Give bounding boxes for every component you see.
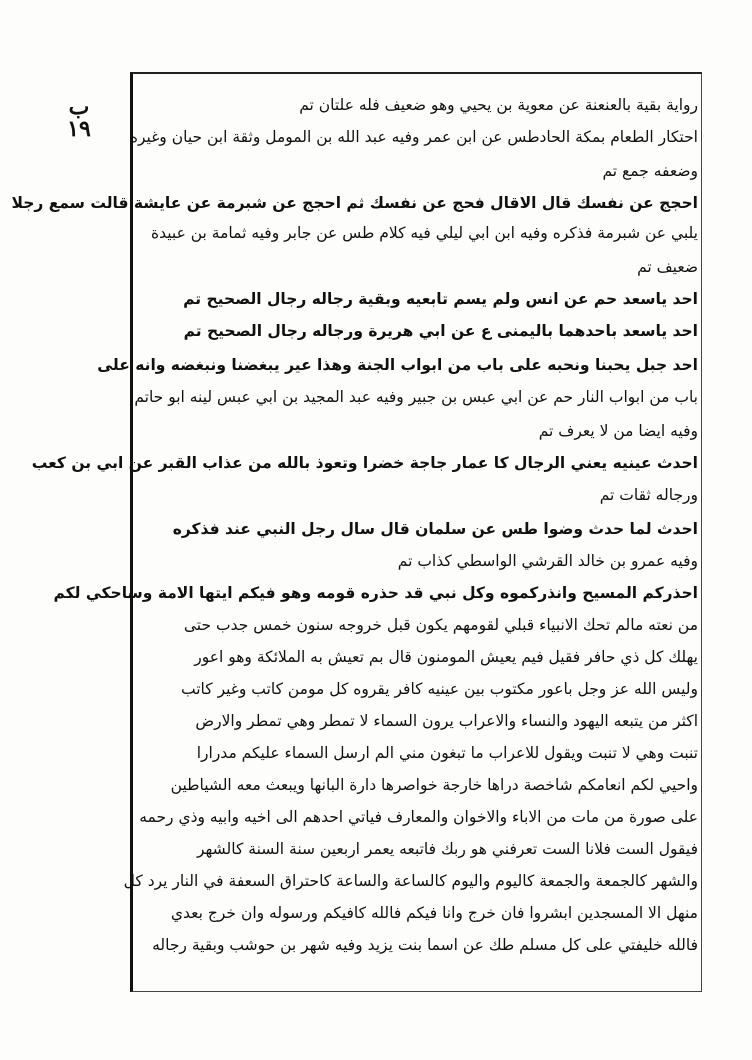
text-line: من نعته مالم تحك الانبياء قبلي لقومهم يكون قبل خروجه سنون خمس جدب حتى — [183, 616, 698, 634]
text-line: احجج عن نفسك قال الاقال فحج عن نفسك ثم احجج عن شبرمة عن عايشة قالت سمع رجلا — [11, 194, 698, 212]
text-line: والشهر كالجمعة والجمعة كاليوم واليوم كالساعة والساعة كاحتراق السعفة في النار يرد كل — [123, 872, 698, 890]
text-line: تنبت وهي لا تنبت ويقول للاعراب ما تبغون مني الم ارسل السماء عليكم مدرارا — [196, 744, 698, 762]
text-line: احد ياسعد باحدهما باليمنى ع عن ابي هريرة ورجاله رجال الصحيح تم — [183, 322, 698, 340]
text-line: يهلك كل ذي حافر فقيل فيم يعيش المومنون قال بم تعيش به الملائكة وهو اعور — [194, 648, 698, 666]
text-line: ضعيف تم — [637, 258, 698, 276]
text-line: وضعفه جمع تم — [602, 162, 698, 180]
text-line: وليس الله عز وجل باعور مكتوب بين عينيه كافر يقروه كل مومن كاتب وغير كاتب — [181, 680, 698, 698]
text-line: على صورة من مات من الاباء والاخوان والمعارف فياتي احدهم الى اخيه وابيه وذي رحمه — [139, 808, 698, 826]
text-line: رواية بقية بالعنعنة عن معوية بن يحيي وهو ضعيف فله علتان تم — [299, 96, 698, 114]
text-line: فالله خليفتي على كل مسلم طك عن اسما بنت يزيد وفيه شهر بن حوشب وبقية رجاله — [152, 936, 698, 954]
folio-number — [62, 96, 96, 140]
text-line: فيقول الست فلانا الست تعرفني هو ربك فاتبعه يعمر اربعين سنة السنة كالشهر — [196, 840, 698, 858]
folio-leaf-letter: ب — [68, 94, 90, 120]
text-line: ورجاله ثقات تم — [599, 486, 698, 504]
text-line: وفيه عمرو بن خالد القرشي الواسطي كذاب تم — [397, 552, 698, 570]
text-line: يلبي عن شبرمة فذكره وفيه ابن ابي ليلي فيه كلام طس عن جابر وفيه ثمامة بن عبيدة — [150, 224, 698, 242]
text-line: احذركم المسيح وانذركموه وكل نبي قد حذره قومه وهو فيكم ايتها الامة وساحكي لكم — [53, 584, 698, 602]
text-line: احدث لما حدث وضوا طس عن سلمان قال سال رجل النبي عند فذكره — [172, 520, 698, 538]
text-line: باب من ابواب النار حم عن ابي عبس بن جبير وفيه عبد المجيد بن ابي عبس لينه ابو حاتم — [134, 388, 698, 406]
text-line: اكثر من يتبعه اليهود والنساء والاعراب يرون السماء لا تمطر وهي تمطر والارض — [195, 712, 698, 730]
text-line: احد ياسعد حم عن انس ولم يسم تابعيه وبقية رجاله رجال الصحيح تم — [183, 290, 698, 308]
text-line: منهل الا المسجدين ابشروا فان خرج وانا فيكم فالله كافيكم ورسوله وان خرج بعدي — [170, 904, 698, 922]
folio-leaf-number: ١٩ — [67, 116, 91, 142]
text-line: احدث عينيه يعني الرجال كا عمار جاجة خضرا وتعوذ بالله من عذاب القبر عن ابي بن كعب — [31, 454, 698, 472]
text-line: احد جبل يحبنا ونحبه على باب من ابواب الجنة وهذا عير يبغضنا ونبغضه وانه على — [97, 356, 698, 374]
text-line: احتكار الطعام بمكة الحادطس عن ابن عمر وفيه عبد الله بن المومل وثقة ابن حيان وغيره — [129, 128, 698, 146]
text-line: وفيه ايضا من لا يعرف تم — [538, 422, 698, 440]
text-line: واحيي لكم انعامكم شاخصة دراها خارجة خواصرها دارة البانها ويبعث معه الشياطين — [170, 776, 698, 794]
